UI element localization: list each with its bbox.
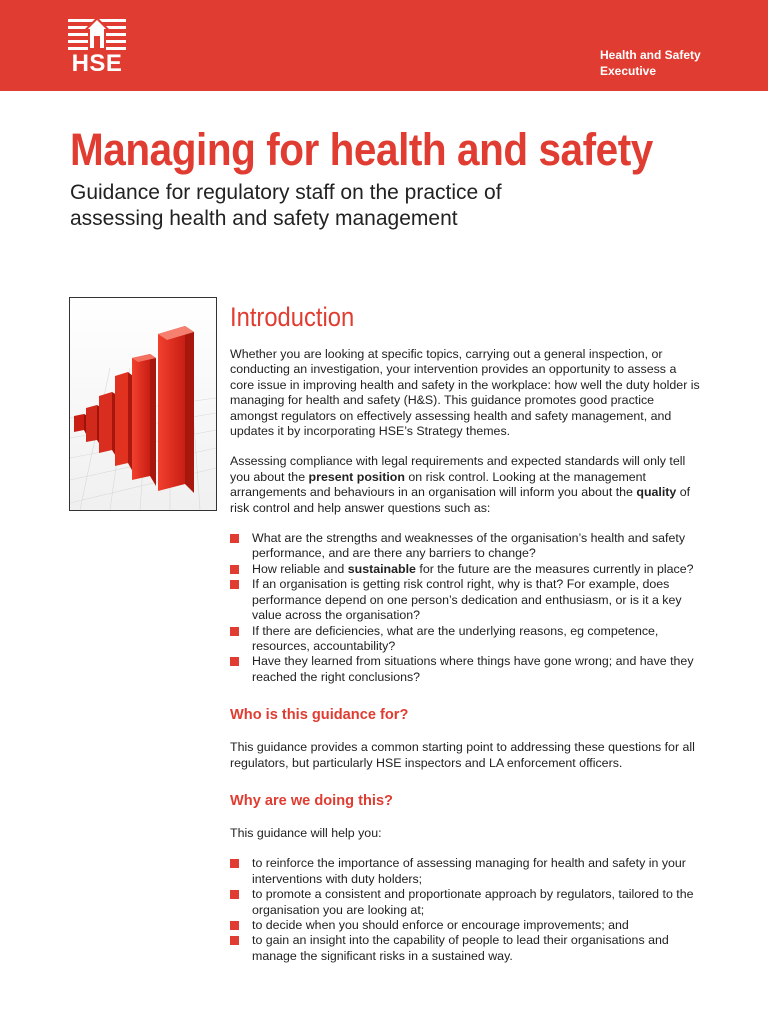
list-item xyxy=(230,918,702,933)
subtitle-line1: Guidance for regulatory staff on the practice of xyxy=(70,181,502,204)
intro-paragraph-2-bold-quality: quality xyxy=(636,485,677,500)
bullet-square-icon xyxy=(230,657,239,666)
bullet-square-icon xyxy=(230,921,239,930)
questions-list xyxy=(230,531,702,685)
bullet-square-icon xyxy=(230,627,239,636)
list-item xyxy=(230,624,702,655)
section-heading-why: Why are we doing this? xyxy=(230,792,393,809)
list-item-text: Have they learned from situations where things have gone wrong; and have they reached the right conclusions? xyxy=(252,654,694,684)
section-heading-who: Who is this guidance for? xyxy=(230,707,409,724)
document-title: Managing for health and safety xyxy=(70,124,653,175)
why-paragraph: This guidance will help you: xyxy=(230,825,382,840)
list-item-text: If an organisation is getting risk control right, why is that? For example, does performance depend on one person’s dedication and enthusiasm, or is it a key value across the organisation? xyxy=(252,577,682,623)
list-item xyxy=(230,933,702,964)
intro-paragraph-2-text-c: on risk control. Looking at the management arrangements and behaviours in an organisation will inform you about the xyxy=(230,469,647,500)
bullet-square-icon xyxy=(230,534,239,543)
list-item-text-a: How reliable and xyxy=(252,561,348,576)
section-heading-introduction: Introduction xyxy=(230,302,355,332)
intro-paragraph-2 xyxy=(230,454,702,516)
bullet-square-icon xyxy=(230,859,239,868)
hse-logo-text: HSE xyxy=(71,50,123,77)
bullet-square-icon xyxy=(230,936,239,945)
list-item xyxy=(230,562,702,577)
bar-chart-illustration xyxy=(69,297,217,511)
red-bar-chart-icon xyxy=(70,298,216,510)
bullet-square-icon xyxy=(230,580,239,589)
list-item xyxy=(230,856,702,887)
list-item xyxy=(230,531,702,562)
list-item-text: If there are deficiencies, what are the underlying reasons, eg competence, resources, accountability? xyxy=(252,623,659,653)
list-item-bold-sustainable: sustainable xyxy=(347,561,416,576)
intro-paragraph-2-text-e: of risk control and help answer questions such as: xyxy=(230,485,691,515)
list-item xyxy=(230,577,702,623)
list-item-text: to promote a consistent and proportionate approach by regulators, tailored to the organisation you are looking at; xyxy=(252,887,694,917)
agency-name-line2: Executive xyxy=(600,64,657,78)
header-banner xyxy=(0,0,768,91)
list-item xyxy=(230,887,702,918)
list-item xyxy=(230,654,702,685)
intro-paragraph-1: Whether you are looking at specific topics, carrying out a general inspection, or conducting an investigation, your intervention provides an opportunity to assess a core issue in improving health and safety in the workplace: how well the duty holder is managing for health and safety (H&S). This guidance promotes good practice amongst regulators on effectively assessing health and safety management, and updates it by incorporating HSE’s Strategy themes. xyxy=(230,347,700,439)
agency-name-line1: Health and Safety xyxy=(600,48,701,62)
benefits-list xyxy=(230,856,702,964)
who-paragraph: This guidance provides a common starting point to addressing these questions for all regulators, but particularly HSE inspectors and LA enforcement officers. xyxy=(230,740,695,770)
document-subtitle xyxy=(70,180,630,232)
bullet-square-icon xyxy=(230,890,239,899)
list-item-text: What are the strengths and weaknesses of the organisation’s health and safety performance, and are there any barriers to change? xyxy=(252,531,686,561)
list-item-text: to reinforce the importance of assessing managing for health and safety in your interventions with duty holders; xyxy=(252,856,686,886)
main-content xyxy=(230,302,702,964)
list-item-text-c: for the future are the measures currently in place? xyxy=(415,561,694,576)
intro-paragraph-2-bold-present-position: present position xyxy=(308,469,405,484)
bullet-square-icon xyxy=(230,565,239,574)
list-item-text: to gain an insight into the capability of people to lead their organisations and manage the significant risks in a sustained way. xyxy=(252,933,669,963)
list-item-text: to decide when you should enforce or encourage improvements; and xyxy=(252,917,629,932)
agency-name xyxy=(600,47,701,79)
subtitle-line2: assessing health and safety management xyxy=(70,207,458,230)
intro-paragraph-2-text-a: Assessing compliance with legal requirements and expected standards will only tell you about the xyxy=(230,454,686,484)
